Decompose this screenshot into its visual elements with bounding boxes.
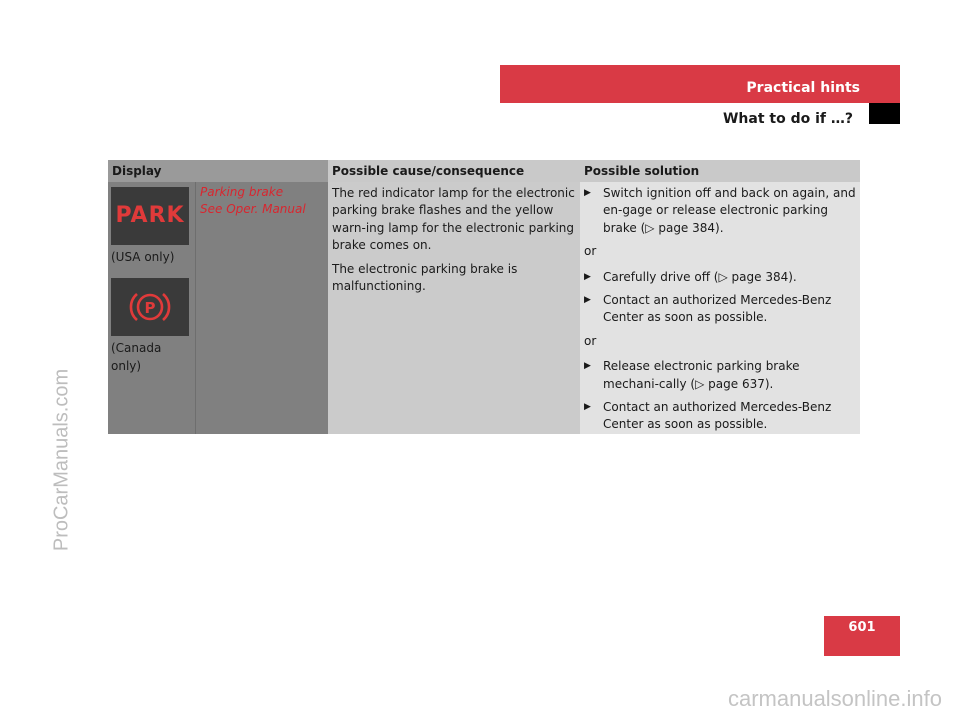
solution-step-1: Switch ignition off and back on again, and en-gage or release electronic parking brake (▷ page 384). xyxy=(603,186,856,235)
solution-cell xyxy=(580,182,860,434)
cause-paragraph-1: The red indicator lamp for the electronic parking brake flashes and the yellow warn-ing lamp for the electronic parking brake comes on. xyxy=(332,186,575,253)
side-watermark: ProCarManuals.com xyxy=(50,368,73,552)
section-title: Practical hints xyxy=(746,80,860,96)
triangle-bullet-icon: ▶ xyxy=(584,294,591,305)
display-icons-cell xyxy=(108,182,195,434)
cause-paragraph-2: The electronic parking brake is malfunctioning. xyxy=(332,261,518,293)
table-header-row xyxy=(108,160,860,182)
triangle-bullet-icon: ▶ xyxy=(584,271,591,282)
park-indicator-icon xyxy=(111,187,189,245)
page-number-box xyxy=(824,616,900,656)
page-number: 601 xyxy=(848,620,876,635)
list-item xyxy=(584,292,856,327)
message-line-1: Parking brake xyxy=(200,185,284,199)
region-label-usa: (USA only) xyxy=(111,250,175,264)
list-item xyxy=(584,399,856,434)
troubleshooting-table xyxy=(108,160,860,434)
cause-cell xyxy=(328,182,580,434)
list-item xyxy=(584,269,856,286)
triangle-bullet-icon: ▶ xyxy=(584,401,591,412)
footer-watermark: carmanualsonline.info xyxy=(727,686,942,711)
header-solution: Possible solution xyxy=(584,164,700,178)
park-lamp-text: PARK xyxy=(115,203,185,229)
header-cause: Possible cause/consequence xyxy=(332,164,525,178)
section-subtitle: What to do if …? xyxy=(722,111,853,127)
parking-brake-circle-icon xyxy=(111,278,189,336)
list-item xyxy=(584,185,856,237)
header-band xyxy=(500,65,900,103)
solution-step-3: Contact an authorized Mercedes-Benz Center as soon as possible. xyxy=(603,292,832,325)
display-message-cell xyxy=(195,182,328,434)
solution-step-4: Release electronic parking brake mechani-cally (▷ page 637). xyxy=(603,359,800,391)
solution-step-2: Carefully drive off (▷ page 384). xyxy=(603,269,797,284)
triangle-bullet-icon: ▶ xyxy=(584,361,591,372)
message-line-2: See Oper. Manual xyxy=(200,202,306,217)
or-separator-1: or xyxy=(584,244,597,259)
header-display: Display xyxy=(108,160,328,182)
svg-text:P: P xyxy=(144,299,156,318)
region-label-canada: (Canada only) xyxy=(111,341,162,373)
list-item xyxy=(584,358,856,393)
triangle-bullet-icon: ▶ xyxy=(584,188,591,198)
table-row xyxy=(108,182,860,434)
solution-step-5: Contact an authorized Mercedes-Benz Center as soon as possible. xyxy=(603,399,832,432)
or-separator-2: or xyxy=(584,333,597,348)
header-tab-marker xyxy=(869,103,900,124)
parking-brake-symbol xyxy=(128,287,172,327)
